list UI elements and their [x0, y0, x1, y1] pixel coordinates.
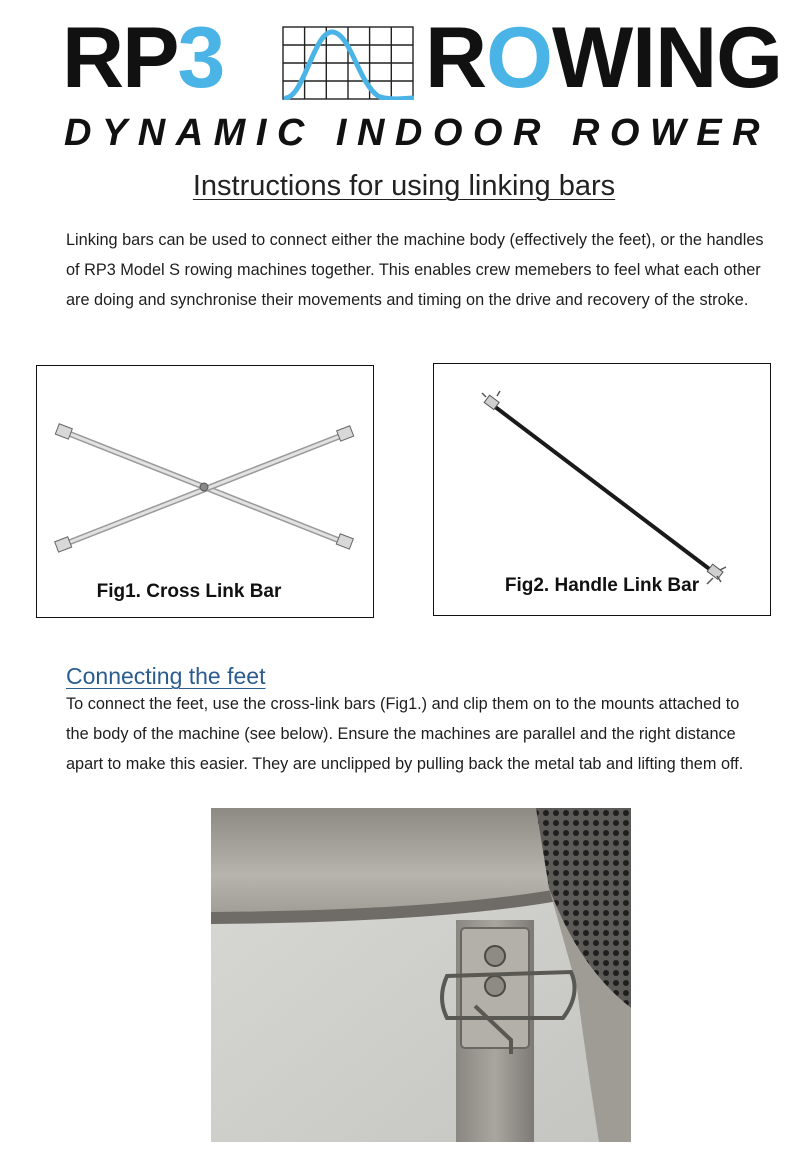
section-heading-text: Connecting the feet — [66, 663, 266, 689]
cross-link-bar-illustration — [37, 366, 373, 617]
page-title-text: Instructions for using linking bars — [192, 170, 616, 202]
feet-mount-photo — [211, 808, 631, 1142]
connecting-feet-paragraph: To connect the feet, use the cross-link bars (Fig1.) and clip them on to the mounts attached to the body of the machine (see below). Ensure the machines are parallel and the right distance apart to make this easier. They are unclipped by pulling back the metal tab and lifting them off. — [66, 695, 744, 773]
logo-rowing-r: R — [425, 10, 487, 106]
section-heading-connecting-feet — [66, 663, 265, 690]
rp3-rowing-logo — [62, 10, 783, 158]
figure-1-caption: Fig1. Cross Link Bar — [96, 581, 282, 602]
logo-wordmark — [62, 10, 783, 106]
figure-cross-link-bar — [36, 365, 374, 618]
intro-paragraph: Linking bars can be used to connect either the machine body (effectively the feet), or the handles of RP3 Model S rowing machines together. This enables crew memebers to feel what each other are doing and synchronise their movements and timing on the drive and recovery of the stroke. — [66, 231, 764, 309]
feet-mount-photo-illustration — [211, 808, 631, 1142]
figure-2-caption: Fig2. Handle Link Bar — [504, 575, 700, 596]
logo-stroke-curve-icon — [282, 26, 414, 100]
figure-handle-link-bar — [433, 363, 771, 616]
page-title — [0, 170, 808, 203]
logo-tagline: DYNAMIC INDOOR ROWER — [64, 112, 771, 154]
logo-rowing-o: O — [486, 10, 553, 106]
logo-rp3 — [62, 12, 223, 104]
logo-rowing — [425, 12, 782, 104]
logo-three-text: 3 — [177, 10, 224, 106]
logo-rp-text: RP — [62, 10, 178, 106]
logo-rowing-rest: WING — [552, 10, 783, 106]
